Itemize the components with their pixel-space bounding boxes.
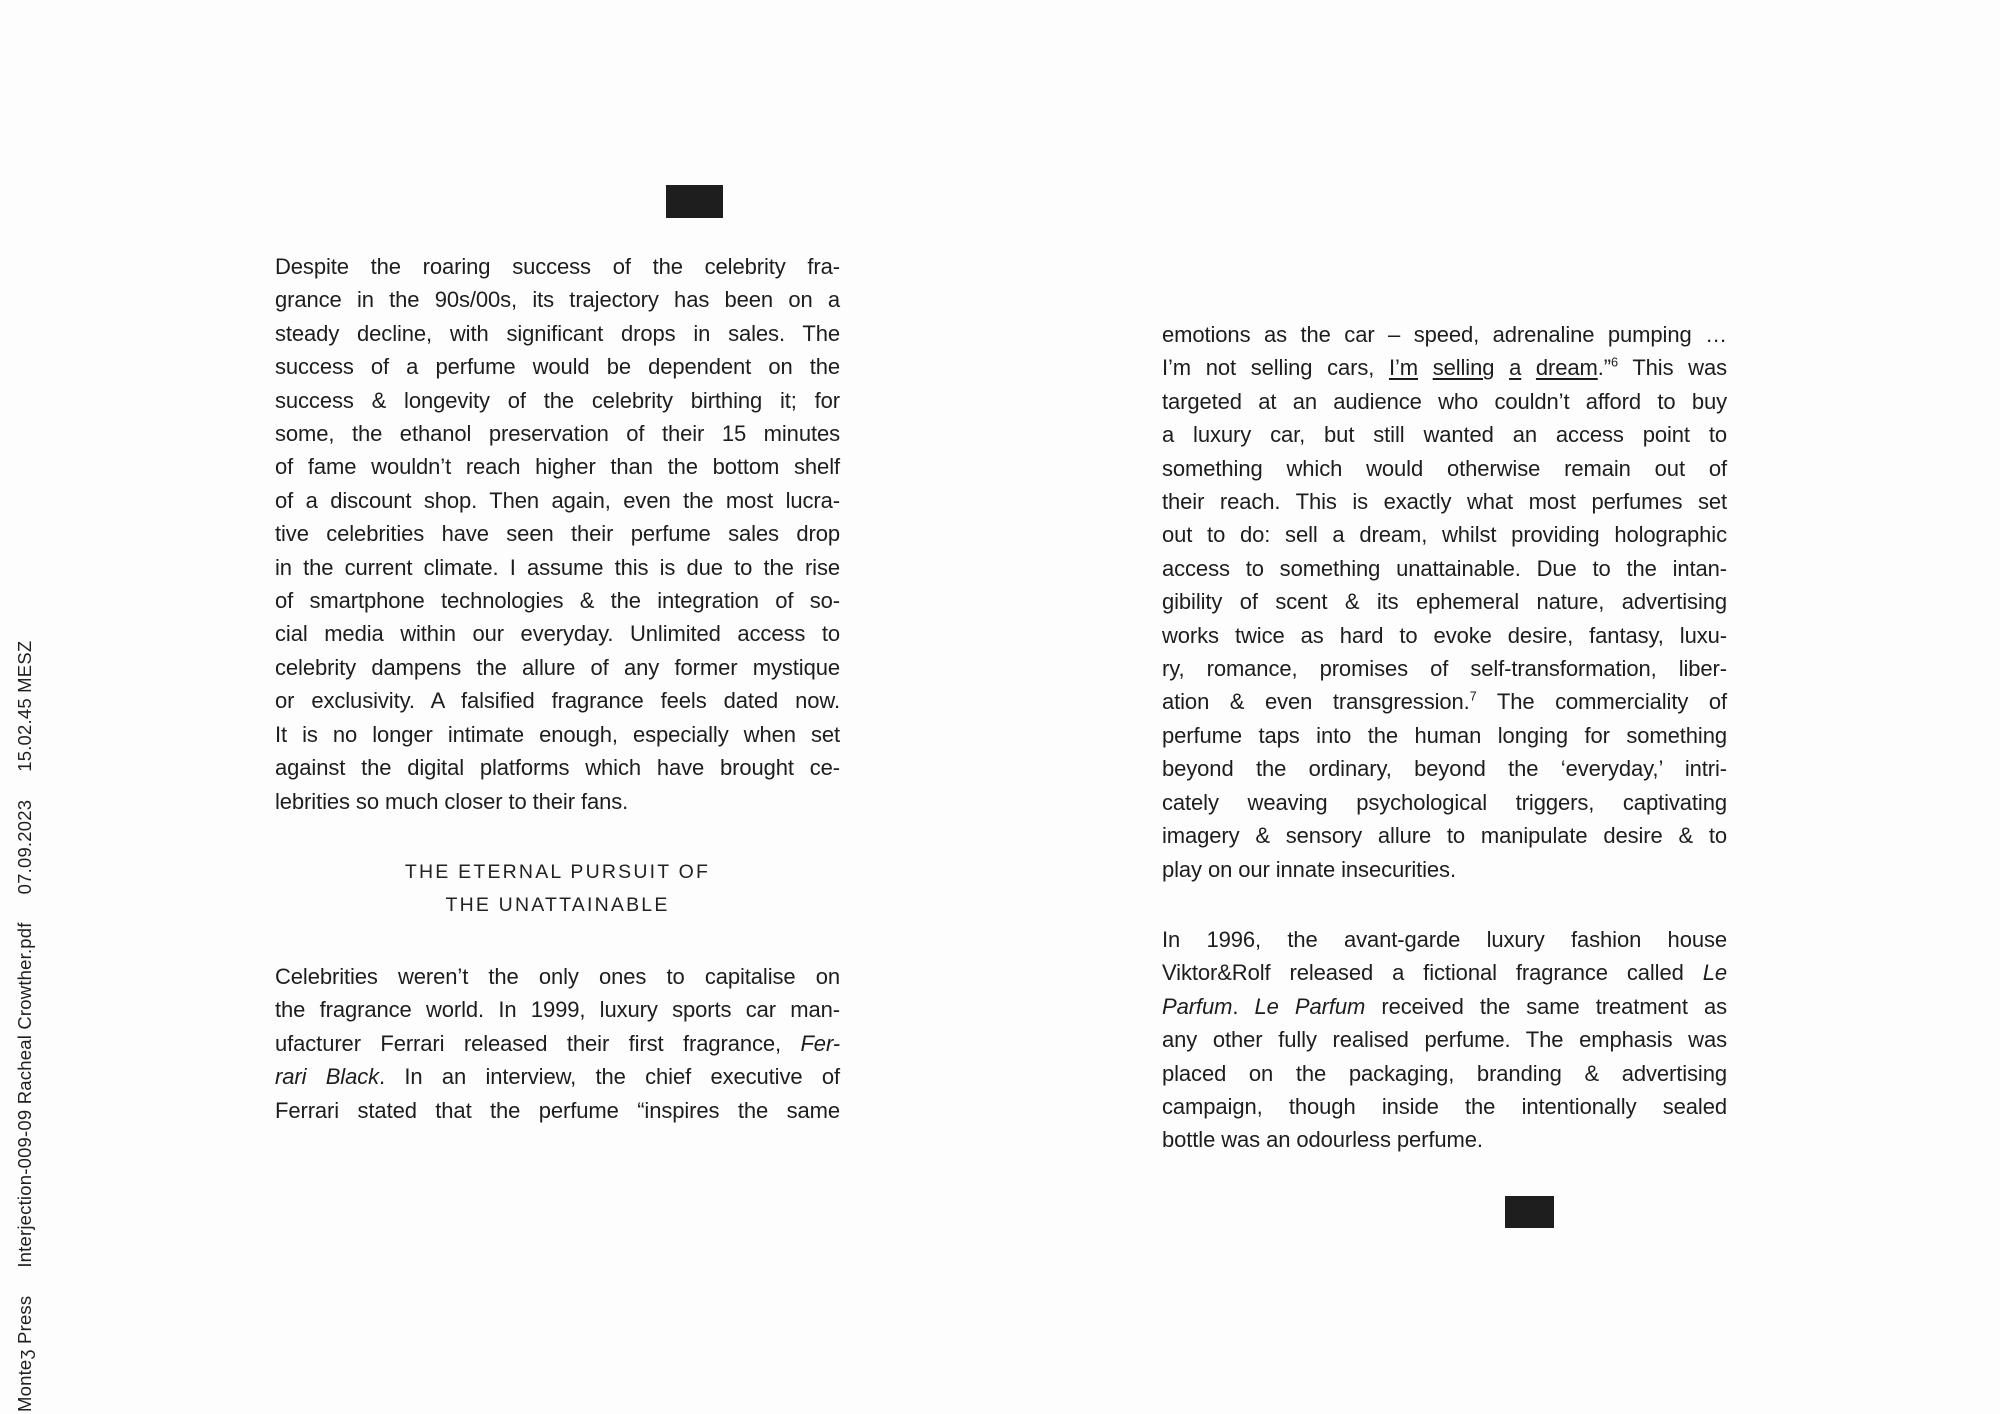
text-line: Despite the roaring success of the celebrity fra- [275, 254, 840, 279]
text-line: success of a perfume would be dependent on the [275, 354, 840, 380]
text-line: bottle was an odourless perfume. [1162, 1127, 1483, 1153]
text-line: play on our innate insecurities. [1162, 856, 1456, 882]
text-line: THE UNATTAINABLE [445, 894, 670, 917]
text-line: success & longevity of the celebrity birthing it; for [275, 387, 840, 413]
left-column-paragraph-2 [275, 960, 840, 1127]
redaction-block-top [666, 185, 723, 218]
text-line: the fragrance world. In 1999, luxury sports car man- [275, 997, 840, 1023]
text-line: grance in the 90s/00s, its trajectory has been on a [275, 287, 840, 313]
underlined-text: I’m [1388, 355, 1418, 381]
underlined-text: selling [1432, 355, 1495, 381]
left-column-paragraph-1 [275, 250, 840, 818]
text-line: emotions as the car – speed, adrenaline pumping … [1162, 322, 1727, 347]
text-line: cately weaving psychological triggers, captivating [1162, 789, 1727, 815]
underlined-text: a [1509, 355, 1522, 381]
text-line: tive celebrities have seen their perfume sales drop [275, 521, 840, 547]
text-line: a luxury car, but still wanted an access point to [1162, 422, 1727, 448]
text-line: imagery & sensory allure to manipulate desire & to [1162, 823, 1727, 849]
watermark-sidebar [14, 641, 36, 1412]
text-line: Ferrari stated that the perfume “inspires the same [275, 1097, 840, 1123]
text-line: Parfum. Le Parfum received the same treatment as [1162, 993, 1728, 1019]
watermark-filename: Interjection-009-09 Racheal Crowther.pdf [14, 922, 35, 1268]
text-line: ry, romance, promises of self-transformation, liber- [1162, 656, 1727, 682]
text-line: of fame wouldn’t reach higher than the bottom shelf [275, 454, 840, 480]
watermark-time: 15.02.45 MESZ [14, 640, 35, 772]
footnote-marker: 7 [1469, 689, 1477, 705]
redaction-block-bottom [1505, 1196, 1554, 1228]
text-line: of smartphone technologies & the integration of so- [275, 588, 840, 614]
right-column-paragraph-1 [1162, 318, 1727, 886]
text-line: their reach. This is exactly what most perfumes set [1162, 489, 1727, 515]
text-line: some, the ethanol preservation of their 15 minutes [275, 421, 840, 447]
text-line: targeted at an audience who couldn’t afford to buy [1162, 388, 1727, 414]
text-line: works twice as hard to evoke desire, fantasy, luxu- [1162, 622, 1727, 648]
text-line: placed on the packaging, branding & advertising [1162, 1060, 1727, 1086]
watermark-publisher: Monteʒ Press [14, 1295, 35, 1412]
italic-text: Fer- [800, 1030, 840, 1056]
text-line: gibility of scent & its ephemeral nature, advertising [1162, 589, 1727, 615]
text-line: celebrity dampens the allure of any former mystique [275, 654, 840, 680]
text-line: Celebrities weren’t the only ones to capitalise on [275, 964, 840, 989]
text-line: against the digital platforms which have brought ce- [275, 755, 840, 781]
text-line: in the current climate. I assume this is due to the rise [275, 554, 840, 580]
text-line: any other fully realised perfume. The emphasis was [1162, 1027, 1727, 1053]
text-line: steady decline, with significant drops in sales. The [275, 320, 840, 346]
text-line: ation & even transgression.$^7$ The commerciality of [1162, 689, 1727, 715]
italic-text: rari Black [275, 1064, 380, 1090]
text-line: out to do: sell a dream, whilst providing holographic [1162, 522, 1727, 548]
text-line: Viktor&Rolf released a fictional fragrance called Le [1162, 960, 1727, 986]
text-line: rari Black. In an interview, the chief executive of [275, 1064, 840, 1090]
text-line: access to something unattainable. Due to the intan- [1162, 555, 1727, 581]
italic-text: Le Parfum [1254, 993, 1366, 1019]
underlined-text: dream [1535, 355, 1598, 381]
text-line: In 1996, the avant-garde luxury fashion house [1162, 927, 1727, 952]
section-heading [275, 856, 840, 923]
italic-text: Le [1702, 960, 1727, 986]
text-line: I’m not selling cars, I’m selling a dream.”$^6$ This was [1162, 355, 1727, 381]
text-line: or exclusivity. A falsified fragrance feels dated now. [275, 688, 840, 714]
italic-text: Parfum [1162, 993, 1233, 1019]
text-line: campaign, though inside the intentionally sealed [1162, 1094, 1727, 1120]
text-line: THE ETERNAL PURSUIT OF [404, 861, 711, 883]
text-line: of a discount shop. Then again, even the most lucra- [275, 487, 840, 513]
text-line: cial media within our everyday. Unlimited access to [275, 621, 840, 647]
right-column-paragraph-2 [1162, 923, 1727, 1157]
text-line: beyond the ordinary, beyond the ‘everyday,’ intri- [1162, 756, 1727, 782]
text-line: It is no longer intimate enough, especially when set [275, 721, 840, 747]
text-line: lebrities so much closer to their fans. [275, 788, 629, 814]
text-line: perfume taps into the human longing for something [1162, 722, 1727, 748]
text-line: something which would otherwise remain out of [1162, 455, 1727, 481]
text-line: ufacturer Ferrari released their first fragrance, Fer- [275, 1030, 840, 1056]
footnote-marker: 6 [1611, 355, 1619, 371]
watermark-date: 07.09.2023 [14, 799, 35, 895]
